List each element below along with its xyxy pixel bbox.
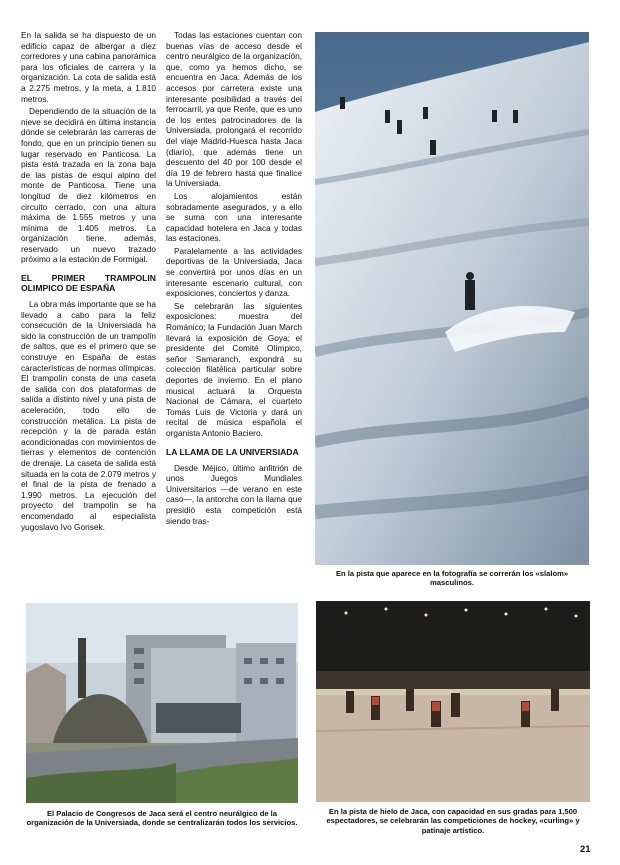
paragraph: En la salida se ha dispuesto de un edificio capaz de albergar a diez corredores y una cabina panorámica para los oficiales de carrera y la organización. La cota de salida está a 2.275 metros, y la meta, a 1.810 metros. — [21, 30, 156, 104]
ski-slope-photo — [315, 32, 589, 565]
ice-rink-photo — [316, 601, 590, 802]
article-column-1 — [21, 30, 156, 534]
page-number: 21 — [580, 844, 591, 855]
paragraph: Se celebrarán las siguientes exposiciones: muestra del Románico; la Fundación Juan March llevará la exposición de Goya; el presidente del Comité Olímpico, señor Samaranch, expondrá su colección filatélica particular sobre deportes de invierno. En el plano musical actuará la Orquesta Nacional de Cámara, el cuarteto Tomás Luis de Victoria y dará un recital de música española el organista Antonio Baciero. — [166, 300, 302, 438]
ice-rink-image — [316, 601, 590, 802]
paragraph: Todas las estaciones cuentan con buenas vías de acceso desde el centro neurálgico de la organización, que, como ya hemos dicho, se encuentra en Jaca. Además de los accesos por carretera existe una interesante posibilidad a través del ferrocarril, ya que Renfe, que es uno de los entes patrocinadores de la Universiada, prolongará el recorrido del viaje Madrid-Huesca hasta Jaca (diario), que además tiene un descuento del 40 por 100 desde el día 19 de febrero hasta que finalice la Universiada. — [166, 30, 302, 189]
congress-palace-photo — [26, 603, 298, 803]
ski-slope-image — [315, 32, 589, 565]
photo-caption-building: El Palacio de Congresos de Jaca será el centro neurálgico de la organización de la Universiada, donde se centralizarán todos los servicios. — [26, 809, 298, 828]
photo-caption-hockey: En la pista de hielo de Jaca, con capacidad en sus gradas para 1.500 espectadores, se celebrarán las competiciones de hockey, «curling» y patinaje artístico. — [326, 807, 580, 835]
section-heading: LA LLAMA DE LA UNIVERSIADA — [166, 446, 299, 457]
paragraph: Paralelamente a las actividades deportivas de la Universiada, Jaca se convertirá por unos días en un interesante escenario cultural, con exposiciones, conciertos y danza. — [166, 245, 302, 299]
paragraph: Desde Méjico, último anfitrión de unos Juegos Mundiales Universitarios —de verano en este caso—, la antorcha con la llama que presidió esta competición está siendo tras- — [166, 462, 302, 526]
paragraph: La obra más importante que se ha llevado a cabo para la feliz consecución de la Universiada ha sido la construcción de un trampolín de saltos, que es el primero que se construye en España de estas características de normas olímpicas. El trampolín consta de una caseta de salida con dos plataformas de salida a distinto nivel y una pista de aceleración, todo ello de construcción metálica. La pista de recepción y la de parada están acondicionadas con movimientos de tierras y elementos de contención de drenaje. La caseta de salida está situada en la cota de 2.079 metros y el final de la pista de frenado a 1.990 metros. La ejecución del proyecto del trampolín se ha encomendado al especialista yugoslavo Ivo Gorisek. — [21, 299, 156, 532]
paragraph: Dependiendo de la situación de la nieve se decidirá en última instancia dónde se celebrarán las carreras de fondo, que en un principio tienen su lugar reservado en Panticosa. La pista está trazada en la zona baja de las pistas de esquí alpino del monte de Panticosa. Tiene una longitud de diez kilómetros en circuito cerrado, con una altura máxima de 1.555 metros y una mínima de 1.405 metros. La organización tiene, además, reservado un nuevo trazado próximo a la estación de Formigal. — [21, 106, 156, 265]
photo-caption-ski: En la pista que aparece en la fotografía se correrán los «slalom» masculinos. — [335, 569, 569, 588]
article-column-2 — [166, 30, 302, 528]
section-heading: EL PRIMER TRAMPOLIN OLIMPICO DE ESPAÑA — [21, 273, 156, 294]
congress-palace-image — [26, 603, 298, 803]
paragraph: Los alojamientos están sobradamente asegurados, y a ello se suma con una interesante capacidad hotelera en Jaca y todas las estaciones. — [166, 190, 302, 244]
